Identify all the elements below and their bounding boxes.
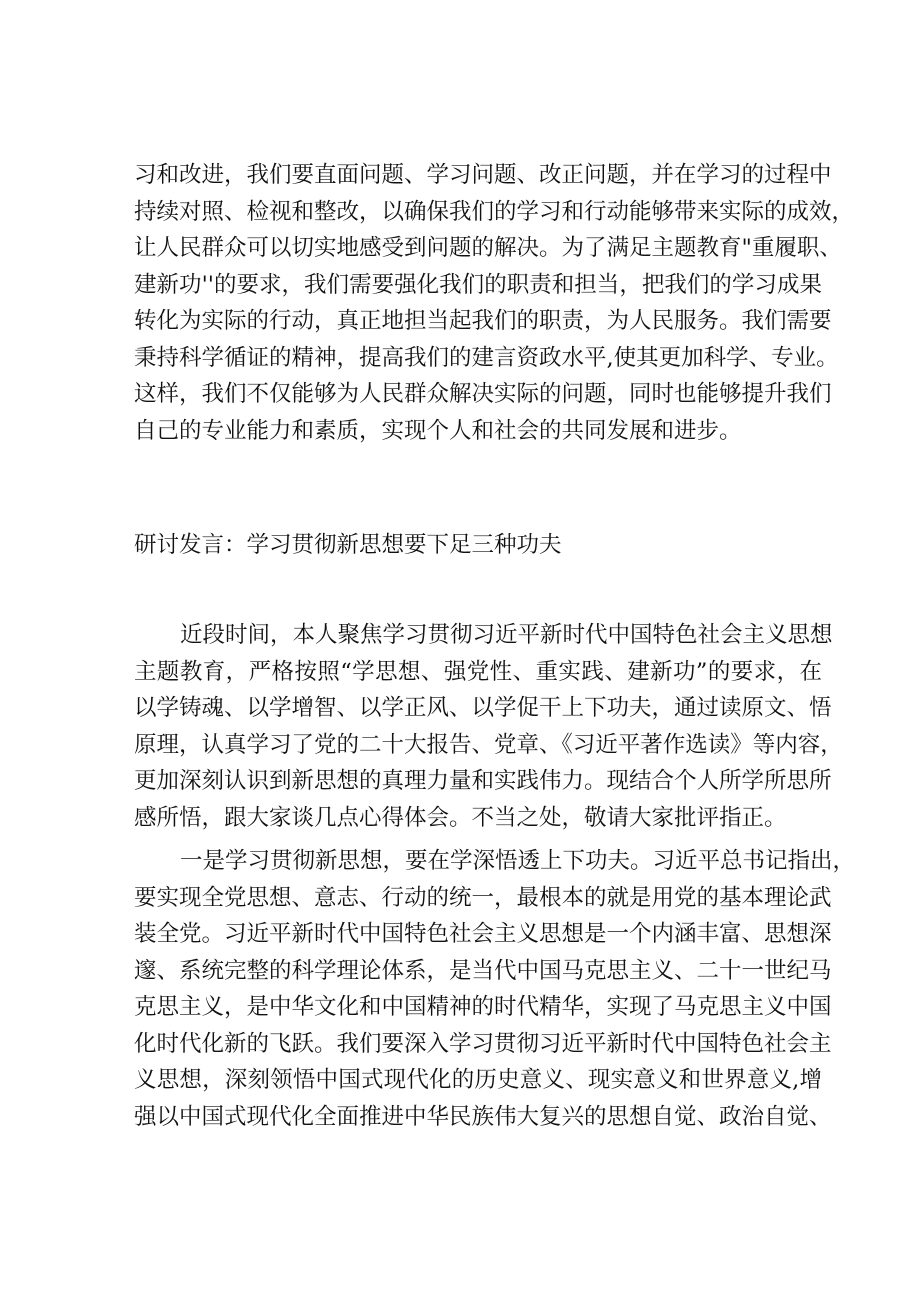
text-line: 秉持科学循证的精神，提高我们的建言资政水平,使其更加科学、专业。 — [134, 344, 839, 371]
text-line: 一是学习贯彻新思想，要在学深悟透上下功夫。习近平总书记指出， — [180, 848, 856, 874]
text-line: 转化为实际的行动，真正地担当起我们的职责，为人民服务。我们需要 — [134, 308, 832, 334]
text-line: 自己的专业能力和素质，实现个人和社会的共同发展和进步。 — [134, 417, 742, 444]
text-line: 更加深刻认识到新思想的真理力量和实践伟力。现结合个人所学所思所 — [134, 768, 832, 794]
paragraph-continuation — [134, 157, 855, 449]
text-line: 化时代化新的飞跃。我们要深入学习贯彻习近平新时代中国特色社会主 — [134, 1030, 832, 1057]
text-line: 近段时间，本人聚焦学习贯彻习近平新时代中国特色社会主义思想 — [180, 622, 833, 648]
text-line: 持续对照、检视和整改，以确保我们的学习和行动能够带来实际的成效， — [134, 198, 855, 225]
text-line: 感所悟，跟大家谈几点心得体会。不当之处，敬请大家批评指正。 — [134, 804, 787, 831]
text-line: 以学铸魂、以学增智、以学正风、以学促干上下功夫，通过读原文、悟 — [134, 695, 832, 721]
paragraph-point-one — [134, 843, 856, 1135]
text-line: 原理，认真学习了党的二十大报告、党章、《习近平著作选读》等内容， — [134, 731, 843, 758]
text-line: 强以中国式现代化全面推进中华民族伟大复兴的思想自觉、政治自觉、 — [134, 1103, 832, 1130]
text-line: 义思想，深刻领悟中国式现代化的历史意义、现实意义和世界意义,增 — [134, 1067, 822, 1093]
text-line: 装全党。习近平新时代中国特色社会主义思想是一个内涵丰富、思想深 — [134, 921, 832, 947]
text-line: 让人民群众可以切实地感受到问题的解决。为了满足主题教育"重履职、 — [134, 235, 842, 261]
text-line: 克思主义，是中华文化和中国精神的时代精华，实现了马克思主义中国 — [134, 994, 832, 1020]
paragraph-intro — [134, 617, 843, 836]
text-line: 这样，我们不仅能够为人民群众解决实际的问题，同时也能够提升我们 — [134, 381, 832, 407]
text-line: 建新功''的要求，我们需要强化我们的职责和担当，把我们的学习成果 — [134, 271, 822, 298]
text-line: 习和改进，我们要直面问题、学习问题、改正问题，并在学习的过程中 — [134, 162, 832, 188]
text-line: 要实现全党思想、意志、行动的统一，最根本的就是用党的基本理论武 — [134, 884, 832, 911]
text-line: 邃、系统完整的科学理论体系，是当代中国马克思主义、二十一世纪马 — [134, 957, 832, 984]
text-line: 主题教育，严格按照“学思想、强党性、重实践、建新功”的要求，在 — [134, 658, 822, 685]
section-heading: 研讨发言：学习贯彻新思想要下足三种功夫 — [134, 532, 562, 558]
